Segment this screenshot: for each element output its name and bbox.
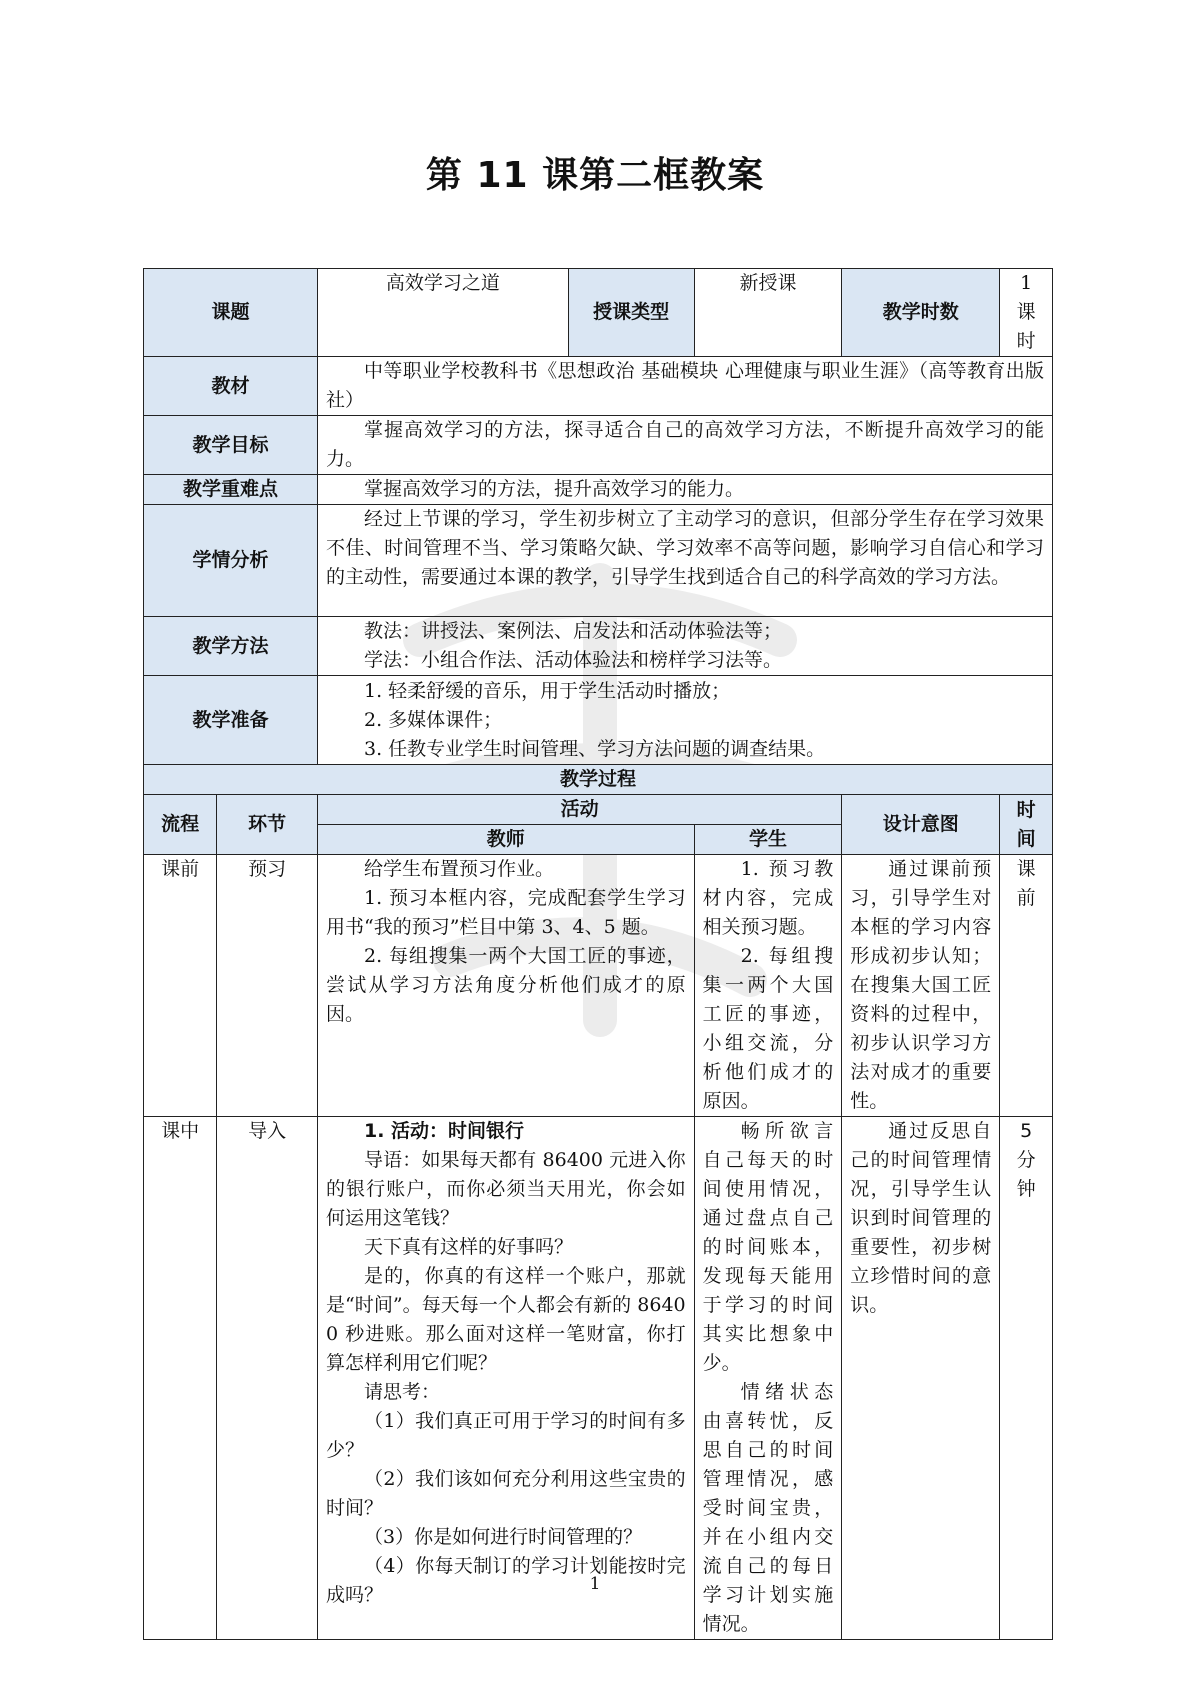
course-label: 课题 — [144, 269, 318, 357]
prep-row — [144, 676, 1053, 765]
teacher-paragraph: （4）你每天制订的学习计划能按时完成吗？ — [326, 1555, 686, 1606]
keypoint-row — [144, 475, 1053, 505]
teacher-paragraph: （2）我们该如何充分利用这些宝贵的时间？ — [326, 1468, 686, 1519]
lesson-plan-table — [143, 268, 1053, 1640]
teacher-paragraph: 导语：如果每天都有 86400 元进入你的银行账户，而你必须当天用光，你会如何运用这笔钱？ — [326, 1149, 686, 1229]
teacher-paragraph: （1）我们真正可用于学习的时间有多少？ — [326, 1410, 686, 1461]
prep-line: 1. 轻柔舒缓的音乐，用于学生活动时播放； — [364, 679, 731, 702]
intent-paragraph: 通过课前预习，引导学生对本框的学习内容形成初步认知；在搜集大国工匠资料的过程中，初步认识学习方法对成才的重要性。 — [850, 858, 992, 1112]
student-cell — [694, 855, 842, 1117]
page-title: 第 11 课第二框教案 — [425, 155, 765, 196]
student-paragraph: 情绪状态由喜转忧，反思自己的时间管理情况，感受时间宝贵，并在小组内交流自己的每日学习计划实施情况。 — [702, 1381, 834, 1635]
type-value: 新授课 — [694, 269, 842, 357]
method-row — [144, 617, 1053, 676]
flow-header: 流程 — [144, 795, 217, 855]
type-label: 授课类型 — [568, 269, 694, 357]
process-row — [144, 855, 1053, 1117]
process-row — [144, 1117, 1053, 1640]
page-number: 1 — [589, 1574, 601, 1594]
material-row — [144, 357, 1053, 416]
activity-header: 活动 — [318, 795, 842, 825]
student-paragraph: 1. 预习教材内容，完成相关预习题。 — [702, 858, 834, 938]
student-cell — [694, 1117, 842, 1640]
goal-value: 掌握高效学习的方法，探寻适合自己的高效学习方法，不断提升高效学习的能力。 — [326, 419, 1044, 470]
time-cell: 5 分钟 — [1000, 1117, 1053, 1640]
prep-line: 3. 任教专业学生时间管理、学习方法问题的调查结果。 — [364, 737, 826, 760]
keypoint-label: 教学重难点 — [144, 475, 318, 505]
method-label: 教学方法 — [144, 617, 318, 676]
goal-label: 教学目标 — [144, 416, 318, 475]
analysis-row — [144, 505, 1053, 617]
intent-cell — [842, 1117, 1000, 1640]
step-cell: 导入 — [217, 1117, 318, 1640]
time-cell: 课前 — [1000, 855, 1053, 1117]
course-value: 高效学习之道 — [318, 269, 569, 357]
teacher-paragraph: （3）你是如何进行时间管理的？ — [364, 1526, 643, 1548]
keypoint-value: 掌握高效学习的方法，提升高效学习的能力。 — [364, 478, 745, 500]
flow-cell: 课中 — [144, 1117, 217, 1640]
student-paragraph: 畅所欲言自己每天的时间使用情况，通过盘点自己的时间账本，发现每天能用于学习的时间其实比想象中少。 — [702, 1120, 834, 1374]
method-line: 教法：讲授法、案例法、启发法和活动体验法等； — [364, 620, 783, 642]
time-header: 时间 — [1000, 795, 1053, 855]
process-title-row — [144, 765, 1053, 795]
analysis-value: 经过上节课的学习，学生初步树立了主动学习的意识，但部分学生存在学习效果不佳、时间管理不当、学习策略欠缺、学习效率不高等问题，影响学习自信心和学习的主动性，需要通过本课的教学，引导学生找到适合自己的科学高效的学习方法。 — [326, 508, 1044, 588]
step-cell: 预习 — [217, 855, 318, 1117]
teacher-cell — [318, 855, 695, 1117]
step-header: 环节 — [217, 795, 318, 855]
flow-cell: 课前 — [144, 855, 217, 1117]
hours-value: 1 课时 — [1000, 269, 1053, 357]
prep-label: 教学准备 — [144, 676, 318, 765]
intent-cell — [842, 855, 1000, 1117]
teacher-paragraph: 给学生布置预习作业。 — [364, 858, 555, 880]
teacher-heading: 1. 活动：时间银行 — [364, 1120, 525, 1142]
teacher-paragraph: 请思考： — [364, 1381, 441, 1403]
intent-paragraph: 通过反思自己的时间管理情况，引导学生认识到时间管理的重要性，初步树立珍惜时间的意识。 — [850, 1120, 992, 1316]
teacher-paragraph: 2. 每组搜集一两个大国工匠的事迹，尝试从学习方法角度分析他们成才的原因。 — [326, 945, 686, 1025]
teacher-header: 教师 — [318, 825, 695, 855]
goal-row — [144, 416, 1053, 475]
analysis-label: 学情分析 — [144, 505, 318, 617]
method-line: 学法：小组合作法、活动体验法和榜样学习法等。 — [364, 649, 783, 671]
teacher-paragraph: 天下真有这样的好事吗？ — [364, 1236, 574, 1258]
hours-label: 教学时数 — [842, 269, 1000, 357]
course-row — [144, 269, 1053, 357]
student-paragraph: 2. 每组搜集一两个大国工匠的事迹，小组交流，分析他们成才的原因。 — [702, 945, 834, 1112]
process-title: 教学过程 — [144, 765, 1053, 795]
student-header: 学生 — [694, 825, 842, 855]
teacher-paragraph: 是的，你真的有这样一个账户，那就是“时间”。每天每一个人都会有新的 86400 秒进账。那么面对这样一笔财富，你打算怎样利用它们呢？ — [326, 1265, 686, 1374]
teacher-cell — [318, 1117, 695, 1640]
material-value: 中等职业学校教科书《思想政治 基础模块 心理健康与职业生涯》（高等教育出版社） — [326, 360, 1044, 411]
material-label: 教材 — [144, 357, 318, 416]
teacher-paragraph: 1. 预习本框内容，完成配套学生学习用书“我的预习”栏目中第 3、4、5 题。 — [326, 887, 686, 938]
process-header-row — [144, 795, 1053, 825]
prep-line: 2. 多媒体课件； — [364, 708, 503, 731]
intent-header: 设计意图 — [842, 795, 1000, 855]
